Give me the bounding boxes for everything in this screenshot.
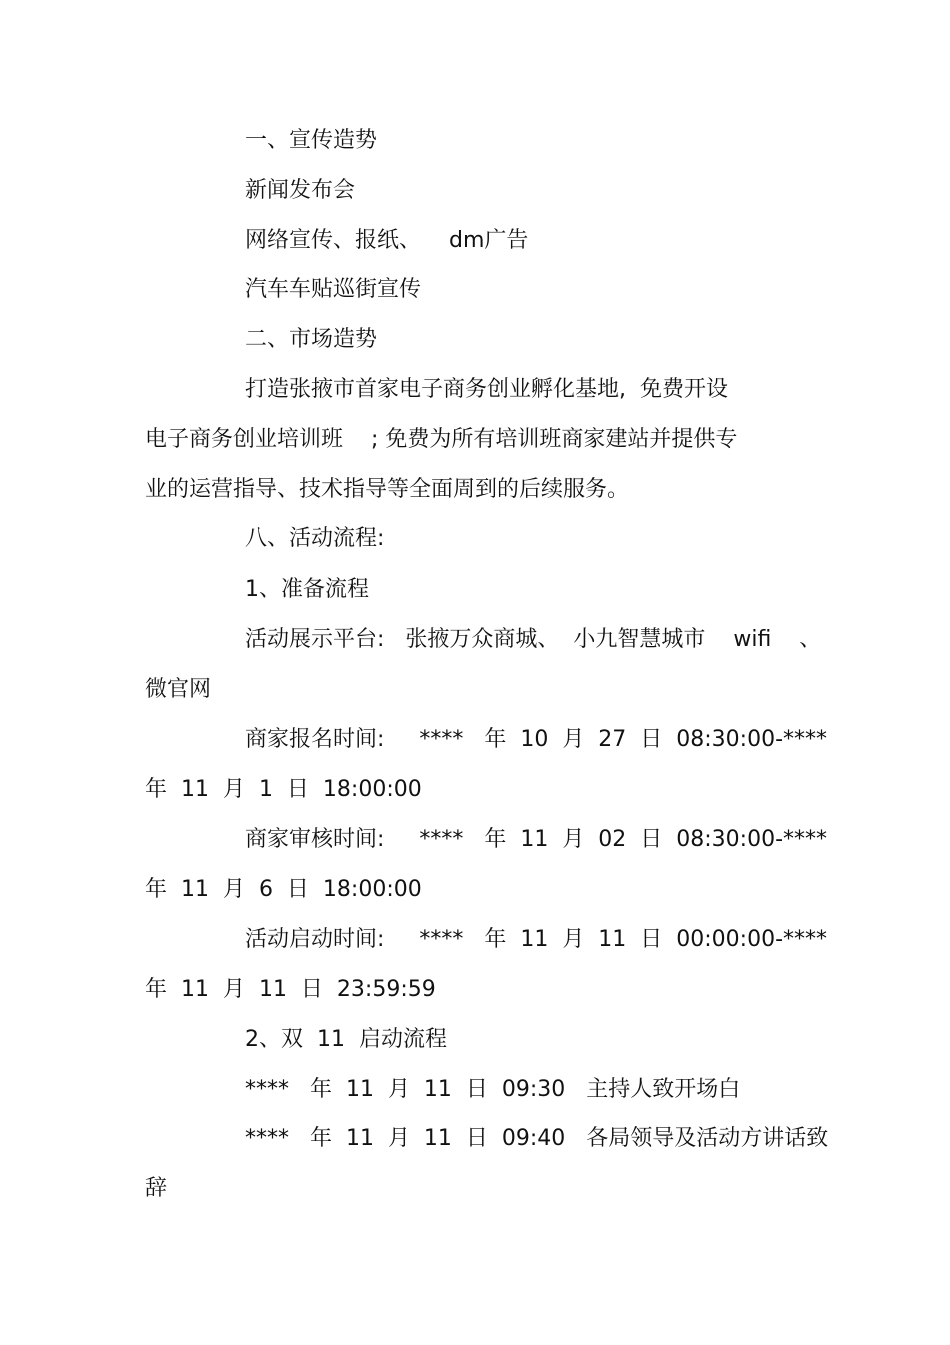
paragraph-line: 商家审核时间: **** 年 11 月 02 日 08:30:00-**** bbox=[245, 827, 828, 852]
schedule-line: **** 年 11 月 11 日 09:40 各局领导及活动方讲话致 bbox=[245, 1126, 829, 1151]
schedule-line: **** 年 11 月 11 日 09:30 主持人致开场白 bbox=[245, 1077, 741, 1102]
section-heading-process: 八、活动流程: bbox=[245, 526, 385, 551]
paragraph-line: 电子商务创业培训班 ; 免费为所有培训班商家建站并提供专 bbox=[145, 427, 738, 452]
list-item-car-stickers: 汽车车贴巡街宣传 bbox=[245, 277, 422, 302]
paragraph-line: 微官网 bbox=[145, 677, 212, 702]
paragraph-line: 商家报名时间: **** 年 10 月 27 日 08:30:00-**** bbox=[245, 727, 828, 752]
section-heading-publicity: 一、宣传造势 bbox=[245, 128, 378, 153]
paragraph-line: 年 11 月 11 日 23:59:59 bbox=[145, 977, 436, 1002]
paragraph-line: 打造张掖市首家电子商务创业孵化基地, 免费开设 bbox=[245, 377, 728, 402]
paragraph-line: 活动展示平台: 张掖万众商城、 小九智慧城市 wifi 、 bbox=[245, 627, 822, 652]
subheading-launch: 2、双 11 启动流程 bbox=[245, 1027, 447, 1052]
paragraph-line: 辞 bbox=[145, 1176, 168, 1201]
list-item-press-conference: 新闻发布会 bbox=[245, 178, 356, 203]
section-heading-market: 二、市场造势 bbox=[245, 327, 378, 352]
paragraph-line: 业的运营指导、技术指导等全面周到的后续服务。 bbox=[145, 477, 630, 502]
paragraph-line: 年 11 月 1 日 18:00:00 bbox=[145, 777, 422, 802]
paragraph-line: 活动启动时间: **** 年 11 月 11 日 00:00:00-**** bbox=[245, 927, 828, 952]
list-item-online-ads: 网络宣传、报纸、 dm广告 bbox=[245, 228, 529, 253]
paragraph-line: 年 11 月 6 日 18:00:00 bbox=[145, 877, 422, 902]
subheading-preparation: 1、准备流程 bbox=[245, 577, 369, 602]
